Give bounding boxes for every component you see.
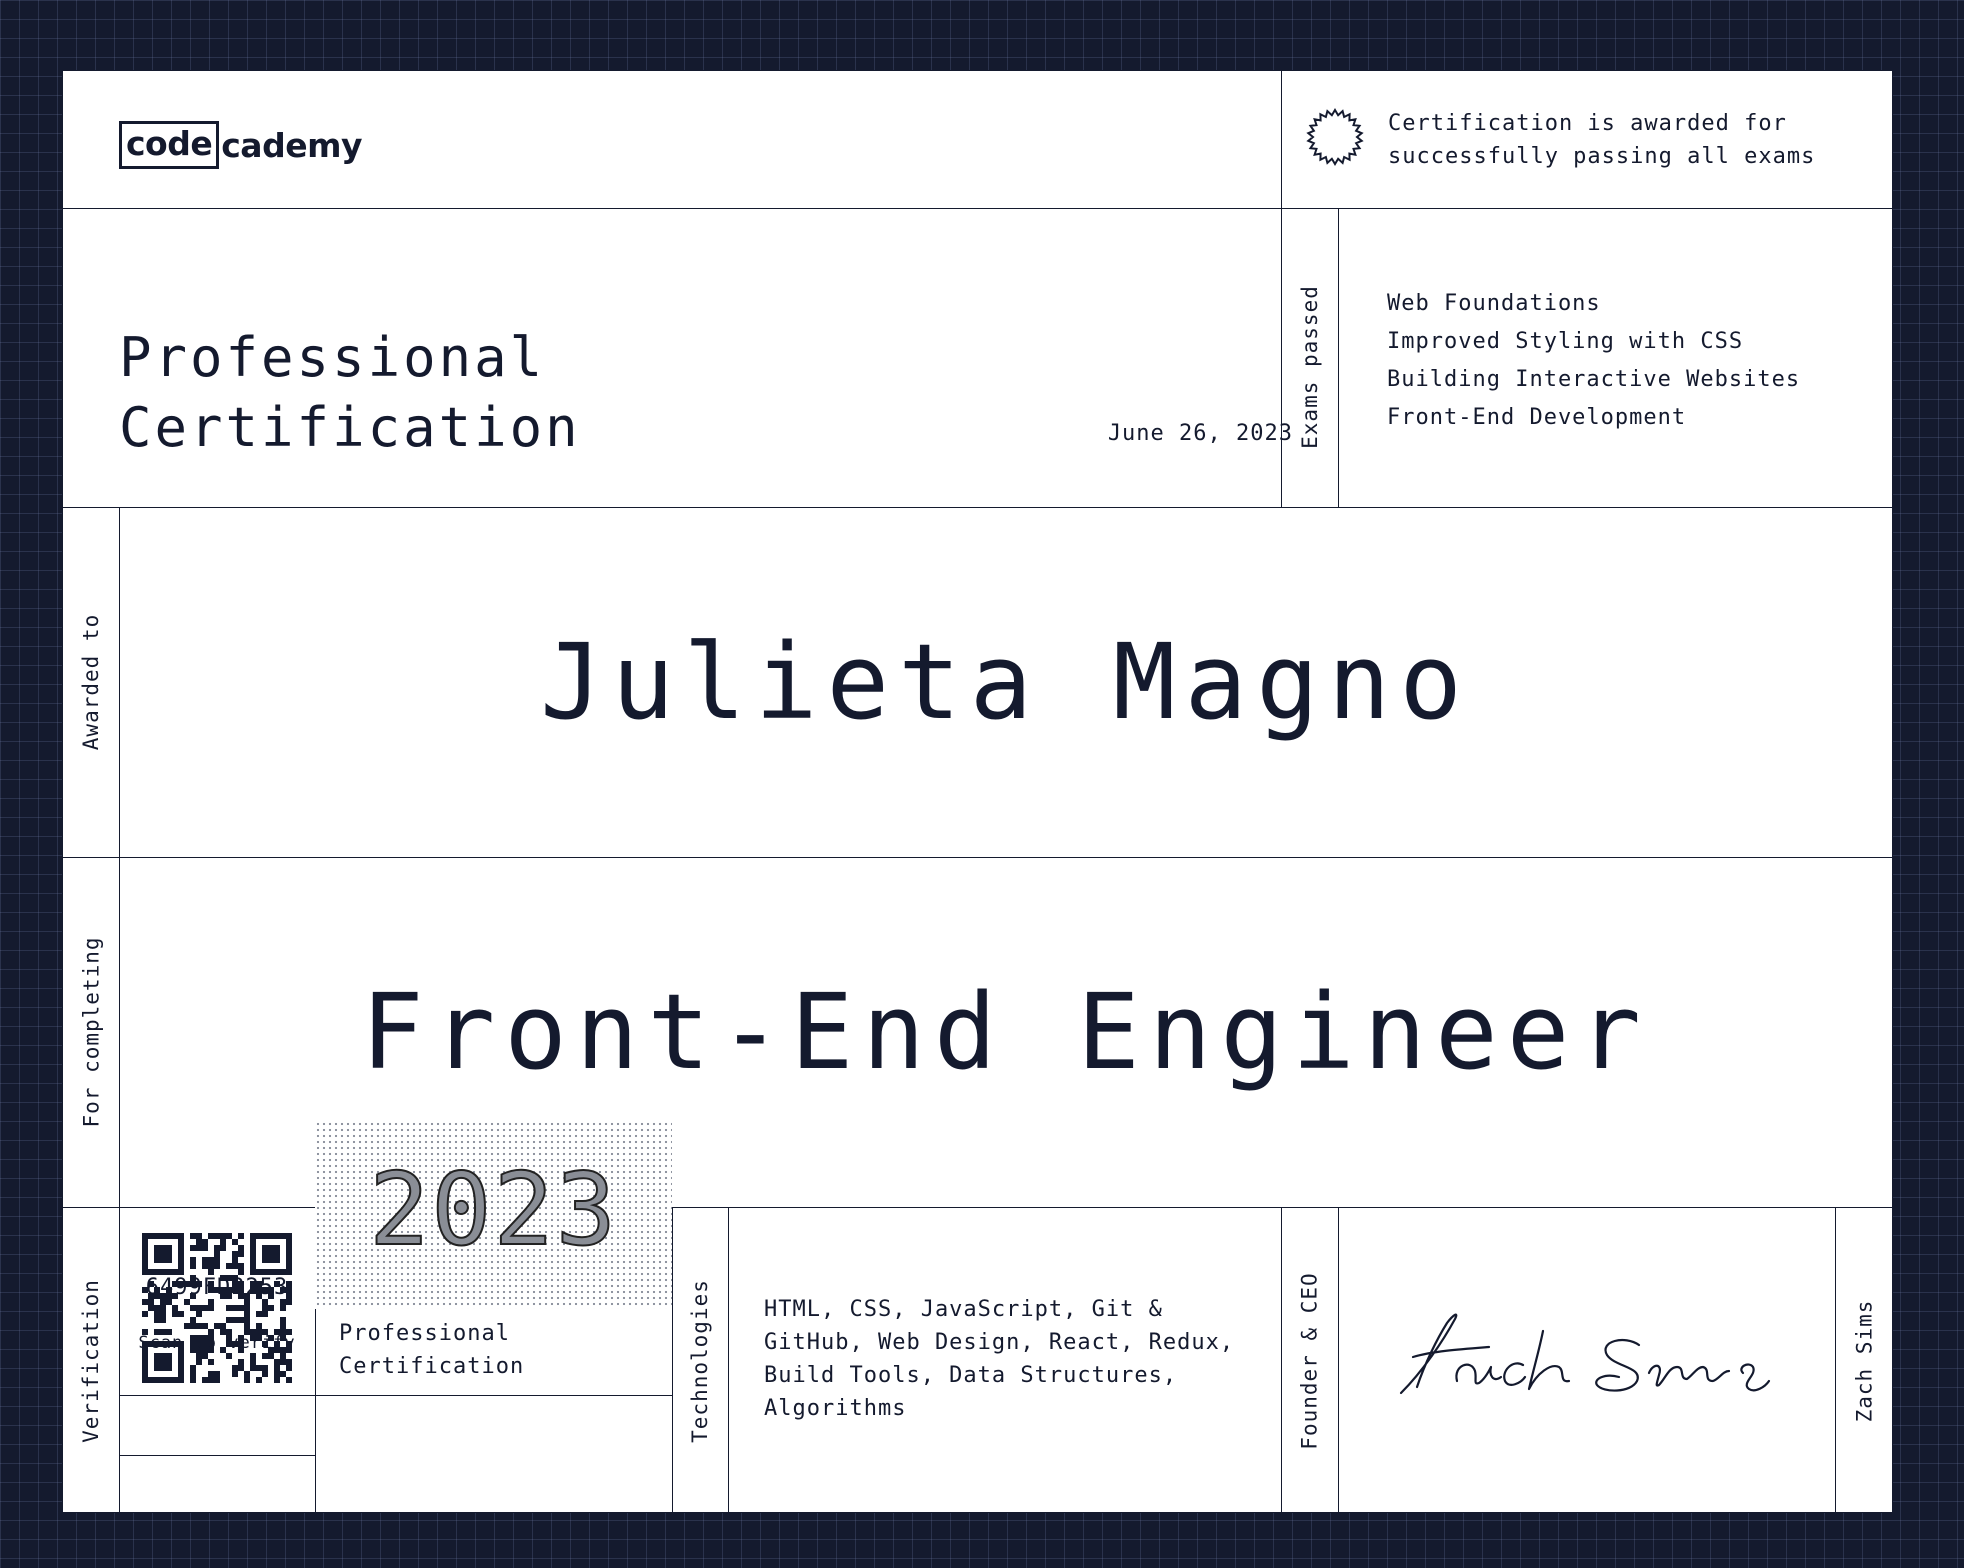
exam-item: Web Foundations [1387,291,1601,316]
qr-module [196,1233,202,1239]
qr-module [154,1311,160,1317]
qr-module [244,1377,250,1383]
qr-module [208,1257,214,1263]
qr-module [244,1305,250,1311]
qr-module [202,1239,208,1245]
exams-label [1281,208,1338,507]
qr-module [268,1353,274,1359]
technologies-line: HTML, CSS, JavaScript, Git & [764,1297,1163,1322]
qr-module [148,1233,154,1239]
qr-module [226,1353,232,1359]
qr-module [268,1251,274,1257]
qr-module [232,1365,238,1371]
qr-module [274,1257,280,1263]
award-note-line: successfully passing all exams [1388,144,1816,169]
certificate-card [62,70,1893,1513]
qr-module [226,1317,232,1323]
qr-module [142,1233,148,1239]
qr-module [250,1251,256,1257]
qr-module [238,1263,244,1269]
qr-module [232,1317,238,1323]
qr-module [214,1233,220,1239]
qr-module [208,1359,214,1365]
qr-module [178,1257,184,1263]
qr-module [280,1359,286,1365]
qr-module [262,1245,268,1251]
qr-module [220,1239,226,1245]
divider [63,208,1892,209]
qr-module [142,1353,148,1359]
divider [315,1395,672,1396]
qr-module [142,1239,148,1245]
qr-module [178,1233,184,1239]
qr-module [202,1263,208,1269]
qr-module [178,1377,184,1383]
qr-module [244,1371,250,1377]
awarded-to-label [63,507,119,857]
certificate-title [119,323,581,463]
qr-module [256,1233,262,1239]
qr-module [238,1365,244,1371]
qr-module [256,1323,262,1329]
award-note [1388,107,1815,173]
technologies-line: Build Tools, Data Structures, [764,1363,1178,1388]
qr-module [196,1359,202,1365]
qr-module [244,1311,250,1317]
awarded-to-text: Awarded to [79,613,103,751]
qr-module [280,1353,286,1359]
qr-module [274,1251,280,1257]
signatory-name: Zach Sims [1852,1299,1877,1422]
qr-module [166,1377,172,1383]
qr-module [142,1251,148,1257]
qr-module [202,1245,208,1251]
qr-module [190,1263,196,1269]
qr-module [268,1233,274,1239]
codecademy-logo [119,121,362,169]
qr-module [148,1377,154,1383]
qr-module [286,1377,292,1383]
qr-module [274,1377,280,1383]
qr-module [262,1305,268,1311]
qr-module [160,1245,166,1251]
qr-module [196,1305,202,1311]
qr-module [232,1239,238,1245]
title-line-2: Certification [119,396,581,459]
qr-module [268,1305,274,1311]
qr-module [154,1251,160,1257]
qr-module [238,1359,244,1365]
qr-module [160,1377,166,1383]
qr-module [190,1317,196,1323]
qr-module [280,1323,286,1329]
qr-module [160,1359,166,1365]
qr-module [172,1311,178,1317]
qr-module [274,1359,280,1365]
qr-module [166,1359,172,1365]
technologies-line: Algorithms [764,1396,907,1421]
technologies-list [764,1293,1254,1425]
qr-module [172,1233,178,1239]
founder-ceo-label [1281,1207,1338,1513]
qr-module [178,1263,184,1269]
qr-module [184,1323,190,1329]
qr-module [286,1365,292,1371]
qr-module [286,1263,292,1269]
qr-module [166,1365,172,1371]
verification-code: 6499FD2253 [145,1275,289,1300]
qr-module [148,1305,154,1311]
qr-module [244,1323,250,1329]
qr-module [286,1245,292,1251]
panel-title-line: Professional [339,1321,510,1346]
verification-text: Verification [79,1278,103,1443]
technologies-text: Technologies [688,1278,712,1443]
qr-module [268,1257,274,1263]
qr-module [232,1371,238,1377]
qr-module [190,1377,196,1383]
qr-module [190,1257,196,1263]
year-text: 2023 [369,1150,618,1268]
qr-module [154,1257,160,1263]
qr-module [178,1365,184,1371]
qr-module [280,1317,286,1323]
for-completing-text: For completing [79,936,104,1128]
qr-module [202,1323,208,1329]
qr-module [202,1377,208,1383]
technologies-label [672,1207,728,1513]
divider [1338,208,1339,507]
qr-module [226,1263,232,1269]
qr-module [154,1365,160,1371]
qr-module [214,1257,220,1263]
verification-label [63,1207,119,1513]
qr-module [244,1317,250,1323]
qr-module [208,1263,214,1269]
issue-date: June 26, 2023 [1107,421,1293,446]
qr-module [220,1323,226,1329]
logo-box-text: code [119,121,219,169]
for-completing-label [63,857,119,1207]
qr-module [250,1353,256,1359]
technologies-line: GitHub, Web Design, React, Redux, [764,1330,1235,1355]
qr-module [154,1359,160,1365]
qr-module [250,1233,256,1239]
qr-module [166,1245,172,1251]
qr-module [232,1305,238,1311]
qr-module [154,1233,160,1239]
year-panel [315,1121,672,1309]
qr-module [142,1245,148,1251]
award-note-line: Certification is awarded for [1388,111,1787,136]
qr-module [142,1359,148,1365]
qr-module [208,1233,214,1239]
signatory-name-label [1835,1207,1893,1513]
qr-module [154,1353,160,1359]
qr-module [208,1305,214,1311]
qr-module [286,1257,292,1263]
qr-module [196,1353,202,1359]
qr-module [250,1365,256,1371]
qr-module [262,1257,268,1263]
qr-module [286,1239,292,1245]
qr-module [142,1263,148,1269]
qr-module [142,1257,148,1263]
qr-module [220,1245,226,1251]
exams-label-text: Exams passed [1297,284,1322,449]
qr-module [238,1305,244,1311]
qr-module [178,1353,184,1359]
qr-module [178,1371,184,1377]
qr-module [286,1251,292,1257]
course-name: Front-End Engineer [360,971,1651,1093]
qr-module [256,1365,262,1371]
qr-module [142,1371,148,1377]
qr-module [160,1311,166,1317]
title-line-1: Professional [119,326,546,389]
logo-text: cademy [221,126,362,165]
qr-module [196,1245,202,1251]
recipient-name: Julieta Magno [540,621,1471,743]
panel-title-line: Certification [339,1354,525,1379]
qr-module [238,1317,244,1323]
qr-module [214,1251,220,1257]
qr-module [190,1233,196,1239]
qr-module [250,1263,256,1269]
qr-module [142,1377,148,1383]
qr-module [214,1377,220,1383]
qr-module [262,1233,268,1239]
qr-module [226,1233,232,1239]
qr-module [202,1305,208,1311]
qr-module [232,1251,238,1257]
qr-module [208,1371,214,1377]
divider [119,1455,315,1456]
qr-module [178,1239,184,1245]
qr-module [214,1323,220,1329]
scan-to-verify: Scan to verify [138,1333,296,1353]
qr-module [160,1257,166,1263]
qr-module [232,1263,238,1269]
qr-module [214,1245,220,1251]
qr-module [262,1251,268,1257]
qr-module [166,1353,172,1359]
qr-module [250,1257,256,1263]
qr-module [250,1239,256,1245]
qr-module [262,1353,268,1359]
qr-module [250,1359,256,1365]
qr-module [154,1317,160,1323]
qr-module [178,1359,184,1365]
qr-module [202,1257,208,1263]
qr-module [178,1245,184,1251]
qr-module [154,1377,160,1383]
exam-item: Improved Styling with CSS [1387,329,1744,354]
qr-module [220,1233,226,1239]
qr-module [196,1239,202,1245]
qr-module [274,1245,280,1251]
qr-module [160,1317,166,1323]
divider [1338,1207,1339,1513]
qr-module [274,1365,280,1371]
qr-module [172,1377,178,1383]
qr-module [178,1311,184,1317]
qr-module [190,1365,196,1371]
qr-module [256,1377,262,1383]
exam-item: Building Interactive Websites [1387,367,1801,392]
qr-module [280,1233,286,1239]
qr-module [208,1377,214,1383]
qr-module [190,1245,196,1251]
qr-module [274,1371,280,1377]
qr-module [286,1359,292,1365]
seal-icon [1305,107,1365,171]
divider [119,1395,315,1396]
qr-module [250,1245,256,1251]
qr-module [154,1245,160,1251]
qr-module [274,1233,280,1239]
divider [728,1207,729,1513]
qr-module [142,1311,148,1317]
qr-module [280,1371,286,1377]
qr-module [286,1233,292,1239]
qr-module [262,1371,268,1377]
qr-module [214,1371,220,1377]
qr-module [154,1305,160,1311]
qr-module [160,1365,166,1371]
qr-module [160,1353,166,1359]
qr-module [178,1251,184,1257]
qr-module [262,1365,268,1371]
qr-module [280,1305,286,1311]
qr-code[interactable] [142,1233,292,1387]
qr-module [262,1311,268,1317]
qr-module [166,1251,172,1257]
qr-module [202,1353,208,1359]
qr-module [190,1305,196,1311]
qr-module [160,1305,166,1311]
qr-module [142,1365,148,1371]
qr-module [214,1263,220,1269]
qr-module [238,1251,244,1257]
qr-module [196,1311,202,1317]
panel-title [339,1317,524,1383]
qr-module [190,1323,196,1329]
qr-module [238,1245,244,1251]
exams-list [1387,285,1800,437]
qr-module [166,1233,172,1239]
signature [1393,1301,1813,1415]
qr-module [226,1305,232,1311]
exam-item: Front-End Development [1387,405,1687,430]
qr-module [256,1311,262,1317]
qr-module [190,1371,196,1377]
qr-module [232,1257,238,1263]
qr-module [166,1257,172,1263]
qr-module [196,1323,202,1329]
qr-module [238,1233,244,1239]
founder-ceo-text: Founder & CEO [1297,1271,1322,1450]
qr-module [268,1245,274,1251]
qr-module [160,1233,166,1239]
qr-module [172,1305,178,1311]
qr-module [160,1251,166,1257]
